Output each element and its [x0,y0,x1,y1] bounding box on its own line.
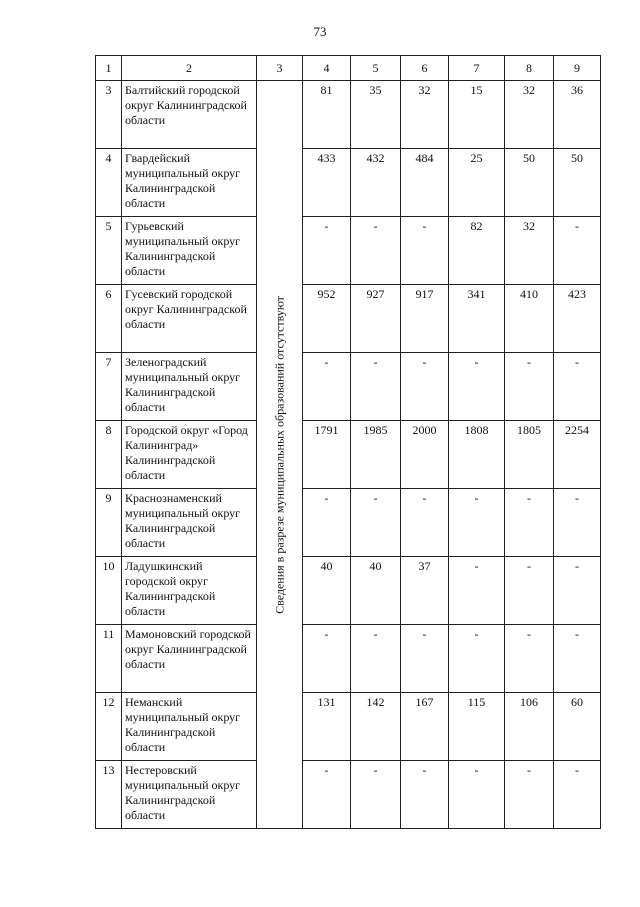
municipality-name: Краснознаменский муниципальный округ Калининградской области [122,489,257,557]
value-cell: - [351,625,401,693]
value-cell: 432 [351,149,401,217]
value-cell: 2254 [554,421,601,489]
value-cell: - [505,761,554,829]
header-cell: 5 [351,56,401,81]
value-cell: - [449,489,505,557]
header-row [96,56,601,81]
value-cell: 60 [554,693,601,761]
table-row [96,353,601,421]
value-cell: 131 [303,693,351,761]
row-number: 12 [96,693,122,761]
municipality-name: Ладушкинский городской округ Калининградской области [122,557,257,625]
header-cell: 1 [96,56,122,81]
table-row [96,625,601,693]
municipality-name: Мамоновский городской округ Калининградской области [122,625,257,693]
value-cell: - [351,761,401,829]
value-cell: 115 [449,693,505,761]
row-number: 9 [96,489,122,557]
value-cell: 32 [505,217,554,285]
header-cell: 9 [554,56,601,81]
value-cell: 341 [449,285,505,353]
row-number: 11 [96,625,122,693]
value-cell: 952 [303,285,351,353]
row-number: 8 [96,421,122,489]
value-cell: - [505,625,554,693]
row-number: 5 [96,217,122,285]
value-cell: - [401,353,449,421]
value-cell: 81 [303,81,351,149]
row-number: 13 [96,761,122,829]
value-cell: 142 [351,693,401,761]
municipality-name: Гусевский городской округ Калининградской области [122,285,257,353]
table-row [96,285,601,353]
value-cell: 25 [449,149,505,217]
value-cell: 433 [303,149,351,217]
value-cell: - [554,761,601,829]
municipality-name: Гурьевский муниципальный округ Калининградской области [122,217,257,285]
value-cell: 917 [401,285,449,353]
value-cell: 40 [303,557,351,625]
municipality-name: Городской округ «Город Калининград» Калининградской области [122,421,257,489]
value-cell: - [401,625,449,693]
header-cell: 4 [303,56,351,81]
value-cell: - [401,217,449,285]
municipality-name: Нестеровский муниципальный округ Калининградской области [122,761,257,829]
row-number: 6 [96,285,122,353]
table-row [96,217,601,285]
value-cell: - [554,557,601,625]
data-table [95,55,601,829]
table-row [96,489,601,557]
row-number: 7 [96,353,122,421]
header-cell: 8 [505,56,554,81]
row-number: 3 [96,81,122,149]
row-number: 4 [96,149,122,217]
header-cell: 7 [449,56,505,81]
header-cell: 6 [401,56,449,81]
value-cell: - [303,353,351,421]
value-cell: 484 [401,149,449,217]
header-cell: 2 [122,56,257,81]
value-cell: - [303,625,351,693]
municipality-name: Гвардейский муниципальный округ Калининградской области [122,149,257,217]
value-cell: - [554,217,601,285]
value-cell: 1791 [303,421,351,489]
value-cell: - [505,353,554,421]
value-cell: - [351,217,401,285]
row-number: 10 [96,557,122,625]
value-cell: - [303,489,351,557]
value-cell: 40 [351,557,401,625]
value-cell: 106 [505,693,554,761]
page-number: 73 [313,24,327,39]
value-cell: - [554,489,601,557]
value-cell: 1985 [351,421,401,489]
value-cell: 32 [401,81,449,149]
value-cell: - [505,489,554,557]
value-cell: 36 [554,81,601,149]
vertical-note-text: Сведения в разрезе муниципальных образований отсутствуют [272,295,286,614]
header-cell: 3 [257,56,303,81]
value-cell: 50 [505,149,554,217]
table-row [96,149,601,217]
merged-note-cell [257,81,303,829]
value-cell: - [303,217,351,285]
value-cell: 1805 [505,421,554,489]
value-cell: 423 [554,285,601,353]
value-cell: 1808 [449,421,505,489]
municipality-name: Неманский муниципальный округ Калининградской области [122,693,257,761]
value-cell: - [449,625,505,693]
value-cell: 2000 [401,421,449,489]
value-cell: 35 [351,81,401,149]
value-cell: 32 [505,81,554,149]
value-cell: - [449,353,505,421]
value-cell: 410 [505,285,554,353]
table-row [96,761,601,829]
value-cell: - [303,761,351,829]
value-cell: - [505,557,554,625]
table-row [96,81,601,149]
value-cell: - [554,625,601,693]
table-row [96,421,601,489]
value-cell: - [449,761,505,829]
municipality-name: Балтийский городской округ Калининградской области [122,81,257,149]
value-cell: - [351,489,401,557]
value-cell: 50 [554,149,601,217]
table-row [96,693,601,761]
value-cell: - [351,353,401,421]
value-cell: 82 [449,217,505,285]
value-cell: 15 [449,81,505,149]
value-cell: 167 [401,693,449,761]
value-cell: 927 [351,285,401,353]
value-cell: 37 [401,557,449,625]
value-cell: - [449,557,505,625]
value-cell: - [401,761,449,829]
value-cell: - [401,489,449,557]
municipality-name: Зеленоградский муниципальный округ Калининградской области [122,353,257,421]
table-row [96,557,601,625]
value-cell: - [554,353,601,421]
